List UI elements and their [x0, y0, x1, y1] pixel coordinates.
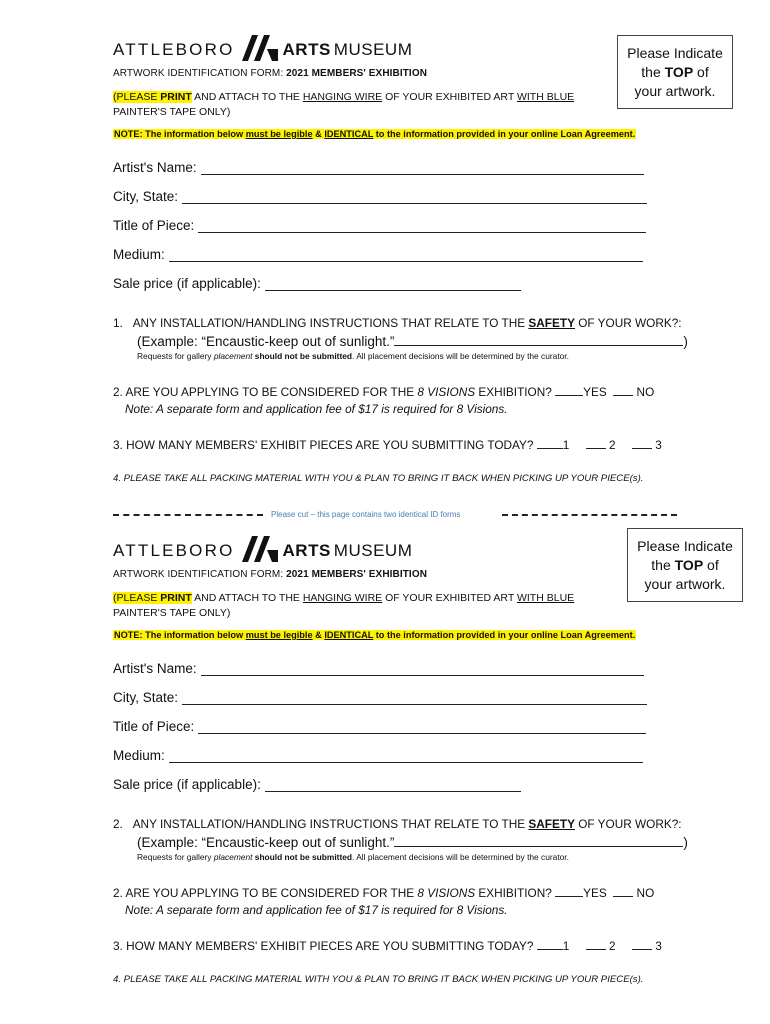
logo-museum: MUSEUM — [333, 40, 413, 59]
id-form-1 — [0, 0, 770, 500]
logo-attleboro: ATTLEBORO — [113, 40, 235, 59]
question-3: 3. HOW MANY MEMBERS' EXHIBIT PIECES ARE YOU SUBMITTING TODAY? 1 2 3 — [113, 939, 662, 953]
question-3: 3. HOW MANY MEMBERS' EXHIBIT PIECES ARE YOU SUBMITTING TODAY? 1 2 3 — [113, 438, 662, 452]
logo-museum: MUSEUM — [333, 541, 413, 560]
medium-field[interactable]: Medium: — [113, 246, 643, 262]
form-title: ARTWORK IDENTIFICATION FORM: 2021 MEMBERS' EXHIBITION — [113, 569, 428, 580]
logo-mark-icon — [242, 35, 278, 66]
sale-price-field[interactable]: Sale price (if applicable): — [113, 776, 521, 792]
logo-attleboro: ATTLEBORO — [113, 541, 235, 560]
packing-instruction: 4. PLEASE TAKE ALL PACKING MATERIAL WITH YOU & PLAN TO BRING IT BACK WHEN PICKING UP YOUR PIECE(s). — [113, 974, 644, 985]
question-1: 2. ANY INSTALLATION/HANDLING INSTRUCTIONS THAT RELATE TO THE SAFETY OF YOUR WORK?: — [113, 817, 682, 831]
id-form-2 — [0, 501, 770, 1001]
artist-name-field[interactable]: Artist's Name: — [113, 660, 644, 676]
yes-blank[interactable] — [555, 885, 583, 897]
cut-instruction: Please cut – this page contains two identical ID forms — [271, 510, 461, 519]
logo-arts: ARTS — [282, 40, 331, 59]
logo-mark-icon — [242, 536, 278, 567]
top-indicator-box: Please Indicate the TOP of your artwork. — [627, 528, 743, 602]
safety-example-field[interactable]: (Example: “Encaustic-keep out of sunlight.” ) — [137, 835, 688, 850]
legibility-note: NOTE: The information below must be legible & IDENTICAL to the information provided in your online Loan Agreement. — [114, 129, 636, 139]
sale-price-field[interactable]: Sale price (if applicable): — [113, 275, 521, 291]
question-2: 2. ARE YOU APPLYING TO BE CONSIDERED FOR THE 8 VISIONS EXHIBITION? YES NO — [113, 886, 655, 900]
logo-arts: ARTS — [282, 541, 331, 560]
top-indicator-box: Please Indicate the TOP of your artwork. — [617, 35, 733, 109]
artist-name-field[interactable]: Artist's Name: — [113, 159, 644, 175]
museum-logo — [113, 35, 412, 65]
title-of-piece-field[interactable]: Title of Piece: — [113, 217, 646, 233]
form-title: ARTWORK IDENTIFICATION FORM: 2021 MEMBERS' EXHIBITION — [113, 68, 428, 79]
placement-note: Requests for gallery placement should not be submitted. All placement decisions will be determined by the curator. — [137, 351, 569, 361]
eight-visions-note: Note: A separate form and application fee of $17 is required for 8 Visions. — [125, 402, 508, 416]
medium-field[interactable]: Medium: — [113, 747, 643, 763]
no-blank[interactable] — [613, 885, 633, 897]
legibility-note: NOTE: The information below must be legible & IDENTICAL to the information provided in your online Loan Agreement. — [114, 630, 636, 640]
question-1: 1. ANY INSTALLATION/HANDLING INSTRUCTIONS THAT RELATE TO THE SAFETY OF YOUR WORK?: — [113, 316, 682, 330]
eight-visions-note: Note: A separate form and application fee of $17 is required for 8 Visions. — [125, 903, 508, 917]
attach-instructions: (PLEASE PRINT AND ATTACH TO THE HANGING WIRE OF YOUR EXHIBITED ART WITH BLUE PAINTER'S TAPE ONLY) — [113, 91, 575, 118]
attach-instructions: (PLEASE PRINT AND ATTACH TO THE HANGING WIRE OF YOUR EXHIBITED ART WITH BLUE PAINTER'S TAPE ONLY) — [113, 592, 575, 619]
yes-blank[interactable] — [555, 384, 583, 396]
museum-logo — [113, 536, 412, 566]
question-2: 2. ARE YOU APPLYING TO BE CONSIDERED FOR THE 8 VISIONS EXHIBITION? YES NO — [113, 385, 655, 399]
packing-instruction: 4. PLEASE TAKE ALL PACKING MATERIAL WITH YOU & PLAN TO BRING IT BACK WHEN PICKING UP YOUR PIECE(s). — [113, 473, 644, 484]
placement-note: Requests for gallery placement should not be submitted. All placement decisions will be determined by the curator. — [137, 852, 569, 862]
no-blank[interactable] — [613, 384, 633, 396]
safety-example-field[interactable]: (Example: “Encaustic-keep out of sunlight.” ) — [137, 334, 688, 349]
city-state-field[interactable]: City, State: — [113, 188, 647, 204]
city-state-field[interactable]: City, State: — [113, 689, 647, 705]
title-of-piece-field[interactable]: Title of Piece: — [113, 718, 646, 734]
